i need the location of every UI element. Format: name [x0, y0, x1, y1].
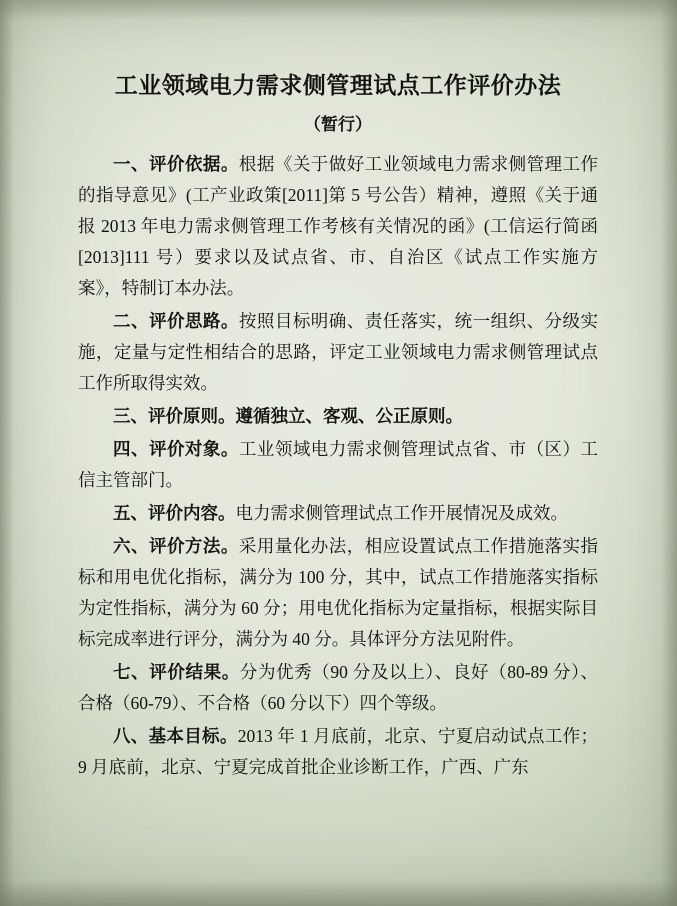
paragraph-7-body: 分为优秀（90 分及以上）、良好（80-89 分）、合格（60-79）、不合格（60 分以下）四个等级。 — [78, 661, 599, 713]
paragraph-7 — [78, 657, 598, 719]
page-bottom-shadow — [0, 880, 677, 906]
page-top-shadow — [0, 0, 677, 20]
paragraph-2-lead: 二、评价思路。 — [113, 310, 239, 331]
paragraph-5-body: 电力需求侧管理试点工作开展情况及成效。 — [235, 502, 568, 523]
paragraph-8 — [78, 721, 598, 783]
paragraph-4 — [78, 434, 598, 496]
paragraph-5-lead: 五、评价内容。 — [113, 502, 236, 523]
paragraph-2-body: 按照目标明确、责任落实，统一组织、分级实施，定量与定性相结合的思路，评定工业领域电力需求侧管理试点工作所取得实效。 — [78, 310, 599, 393]
paragraph-5 — [78, 498, 598, 529]
paragraph-8-lead: 八、基本目标。 — [113, 725, 238, 746]
paragraph-3-lead: 三、评价原则。 — [113, 405, 236, 426]
document-subtitle: （暂行） — [304, 114, 372, 135]
paragraph-1 — [78, 149, 598, 304]
paragraph-6 — [78, 531, 598, 655]
document-title: 工业领域电力需求侧管理试点工作评价办法 — [114, 72, 562, 99]
paragraph-2 — [78, 306, 598, 399]
paragraph-8-body: 2013 年 1 月底前，北京、宁夏启动试点工作；9 月底前，北京、宁夏完成首批企业诊断工作，广西、广东 — [78, 725, 598, 777]
paragraph-4-body: 工业领域电力需求侧管理试点省、市（区）工信主管部门。 — [78, 438, 599, 490]
paragraph-1-body: 根据《关于做好工业领域电力需求侧管理工作的指导意见》(工产业政策[2011]第 5 号公告）精神，遵照《关于通报 2013 年电力需求侧管理工作考核有关情况的函》(工信运行简函[2013]111 号）要求以及试点省、市、自治区《试点工作实施方案》，特制订本办法。 — [78, 153, 599, 298]
paragraph-3 — [78, 401, 598, 432]
paragraph-3-body: 遵循独立、客观、公正原则。 — [235, 405, 463, 426]
paragraph-4-lead: 四、评价对象。 — [113, 438, 239, 459]
paragraph-6-body: 采用量化办法，相应设置试点工作措施落实指标和用电优化指标，满分为 100 分，其中，试点工作措施落实指标为定性指标，满分为 60 分；用电优化指标为定量指标，根据实际目标完成率进行评分，满分为 40 分。具体评分方法见附件。 — [78, 535, 599, 649]
paragraph-6-lead: 六、评价方法。 — [113, 535, 239, 556]
paragraph-1-lead: 一、评价依据。 — [113, 153, 239, 174]
paragraph-7-lead: 七、评价结果。 — [113, 661, 240, 682]
page-right-shadow — [661, 0, 677, 906]
page-left-shadow — [0, 0, 14, 906]
document-body — [78, 72, 598, 785]
